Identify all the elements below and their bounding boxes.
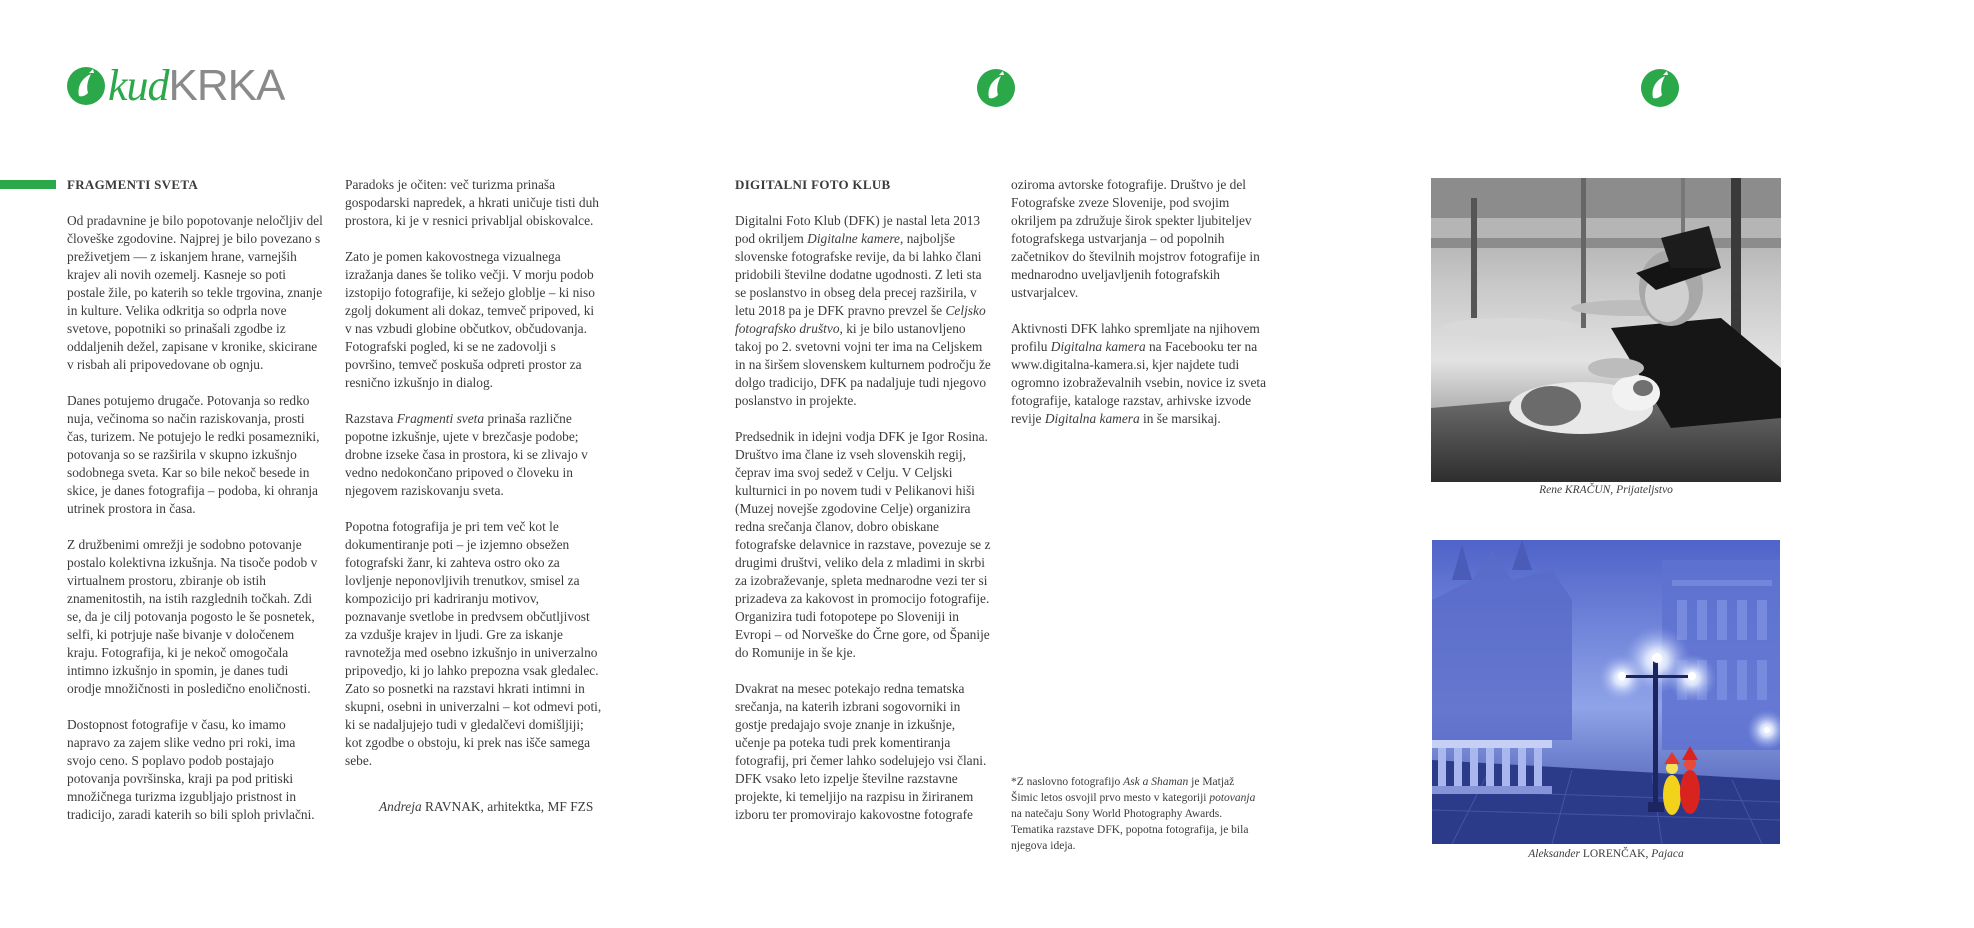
- section-heading-fragmenti: FRAGMENTI SVETA: [67, 177, 199, 192]
- paragraph: Zato je pomen kakovostnega vizualnega izražanja danes še toliko večji. V morju podob izstopijo fotografije, ki sežejo globlje – ki niso zgolj dokument ali dokaz, temveč pripoved, ki v nas vzbudi globine občutkov, občudovanja. Fotografski pogled, ki se ne zadovolji s površino, temveč poskuša odpreti prostor za resnično izkušnjo in dialog.: [345, 249, 595, 390]
- author-signature: Andreja RAVNAK, arhitektka, MF FZS: [379, 799, 594, 814]
- krka-leaf-icon-page3: [1640, 68, 1680, 108]
- paragraph: oziroma avtorske fotografije. Društvo je del Fotografske zveze Slovenije, pod svojim okriljem pa združuje širok spekter ljubiteljev fotografskega ustvarjanja – od popolnih začetnikov do številnih mojstrov fotografije in mednarodno uveljavljenih fotografskih ustvarjalcev.: [1011, 177, 1260, 300]
- paragraph: Aktivnosti DFK lahko spremljate na njihovem profilu Digitalna kamera na Facebooku ter na www.digitalna-kamera.si, kjer najdete tudi ogromno izobraževalnih vsebin, novice iz sveta fotografije, kataloge razstav, arhivske izvode revije Digitalna kamera in še marsikaj.: [1011, 321, 1267, 426]
- caption-pajaca: Aleksander LORENČAK, Pajaca: [1528, 848, 1684, 860]
- paragraph: Dostopnost fotografije v času, ko imamo napravo za zajem slike vedno pri roki, ima svojo ceno. S poplavo podob postajajo potovanja površinska, kraji pa pod pritiski množičnega turizma izgubljajo pristnost in tradicijo, zaradi katerih so bili sploh privlačni.: [67, 717, 315, 822]
- venice-night-photo-image: [1432, 540, 1780, 844]
- column-fragmenti-sveta: [67, 176, 325, 842]
- paragraph: Od pradavnine je bilo popotovanje neločljiv del človeške zgodovine. Najprej je bilo povezano s preživetjem — z iskanjem hrane, varnejših krajev ali novih ozemelj. Kasneje so poti postale žile, po katerih so tekle trgovina, znanje in kulture. Velika odkritja so odprla nove svetove, popotniki so prinašali zgodbe iz oddaljenih dežel, zapisane v kronike, skicirane v risbah ali pripovedovane ob ognju.: [67, 213, 323, 372]
- paragraph: Predsednik in idejni vodja DFK je Igor Rosina. Društvo ima člane iz vseh slovenskih regij, čeprav ima svoj sedež v Celju. V Celjski kulturnici in po novem tudi v Pelikanovi hiši (Muzej novejše zgodovine Celje) organizira redna srečanja članov, dobro obiskane fotografske delavnice in razstave, povezuje se z drugimi društvi, veliko dela z mladimi in skrbi za izobraževanje, spleta mednarodne vezi ter si prizadeva za kakovost in promocijo fotografije. Organizira tudi fotopotepe po Sloveniji in Evropi – od Norveške do Črne gore, od Španije do Romunije in še kje.: [735, 429, 991, 660]
- column-digitalni-foto-klub: [735, 176, 993, 824]
- photo-prijateljstvo: [1431, 178, 1781, 482]
- caption-prijateljstvo: Rene KRAČUN, Prijateljstvo: [1539, 484, 1673, 496]
- paragraph: Razstava Fragmenti sveta prinaša različne popotne izkušnje, ujete v brezčasje podobe; drobne izseke časa in prostora, ki se zlivajo v vedno nedokončano pripoved o človeku in njegovem raziskovanju sveta.: [345, 411, 588, 498]
- brand-logo-text: [108, 61, 285, 110]
- section-accent-bar: [0, 180, 56, 189]
- paragraph: Dvakrat na mesec potekajo redna tematska srečanja, na katerih izbrani sogovorniki in gostje predajajo svoje znanje in izkušnje, učenje pa poteka tudi prek komentiranja fotografij, pri čemer lahko sodelujejo vsi člani. DFK vsako leto izpelje številne razstavne projekte, ki temeljijo na razpisu in žiriranem izboru ter promovirajo kakovostne fotografe: [735, 681, 987, 822]
- footnote: *Z naslovno fotografijo Ask a Shaman je Matjaž Šimic letos osvojil prvo mesto v kategoriji potovanja na natečaju Sony World Photography Awards. Tematika razstave DFK, popotna fotografija, je bila njegova ideja.: [1011, 776, 1256, 852]
- krka-leaf-logo-icon: [66, 66, 106, 106]
- section-heading-dfk: DIGITALNI FOTO KLUB: [735, 177, 891, 192]
- paragraph: Paradoks je očiten: več turizma prinaša gospodarski napredek, a hkrati uničuje tisti duh prostora, ki je v resnici privabljal obiskovalce.: [345, 177, 599, 228]
- paragraph: Danes potujemo drugače. Potovanja so redko nuja, večinoma so način raziskovanja, prosti čas, turizem. Ne potujejo le redki posamezniki, potovanja so se razširila v skupno izkušnjo sodobnega sveta. Kar so bile nekoč besede in skice, je danes fotografija – podoba, ki ohranja utrinek prostora in časa.: [67, 393, 320, 516]
- column-dfk-cont: [1011, 176, 1269, 446]
- krka-leaf-icon-page2: [976, 68, 1016, 108]
- paragraph: Digitalni Foto Klub (DFK) je nastal leta 2013 pod okriljem Digitalne kamere, najboljše slovenske fotografske revije, da bi lahko člani pridobili številne dodatne ugodnosti. Z leti sta se poslanstvo in obseg dela precej razširila, v letu 2018 pa je DFK pravno prevzel še Celjsko fotografsko društvo, ki je bilo ustanovljeno takoj po 2. svetovni vojni ter ima na Celjskem in na širšem slovenskem kulturnem področju že dolgo tradicijo, DFK pa nadaljuje tudi njegovo poslanstvo in projekte.: [735, 213, 991, 408]
- column-fragmenti-cont: [345, 176, 603, 834]
- paragraph: Popotna fotografija je pri tem več kot le dokumentiranje poti – je izjemno obsežen fotografski žanr, ki zahteva ostro oko za lovljenje neponovljivih trenutkov, smisel za kompozicijo pri kadriranju motivov, poznavanje svetlobe in predvsem občutljivost za vzdušje krajev in ljudi. Gre za iskanje ravnotežja med osebno izkušnjo in univerzalno pripovedjo, ki jo lahko prepozna vsak gledalec. Zato so posnetki na razstavi hkrati intimni in skupni, osebni in univerzalni – kot odmevi poti, ki se nadaljujejo tudi v gledalčevi domišljiji; kot zgodbe o obstoju, ki prek nas išče samega sebe.: [345, 519, 602, 768]
- bw-photo-man-cat-image: [1431, 178, 1781, 482]
- logo-krka: KRKA: [168, 61, 285, 110]
- paragraph: Z družbenimi omrežji je sodobno potovanje postalo kolektivna izkušnja. Na tisoče podob v virtualnem prostoru, zbiranje ob istih znamenitostih, na istih razglednih točkah. Zdi se, da je cilj potovanja pogosto le še posnetek, selfi, ki potrjuje naše bivanje v določenem kraju. Fotografija, ki je nekoč omogočala intimno izkušnjo in spomin, je danes tudi orodje množičnosti in posledično enoličnosti.: [67, 537, 318, 696]
- exhibition-title: Fragmenti sveta: [396, 411, 485, 426]
- photo-pajaca: [1432, 540, 1780, 844]
- logo-kud: kud: [108, 61, 169, 110]
